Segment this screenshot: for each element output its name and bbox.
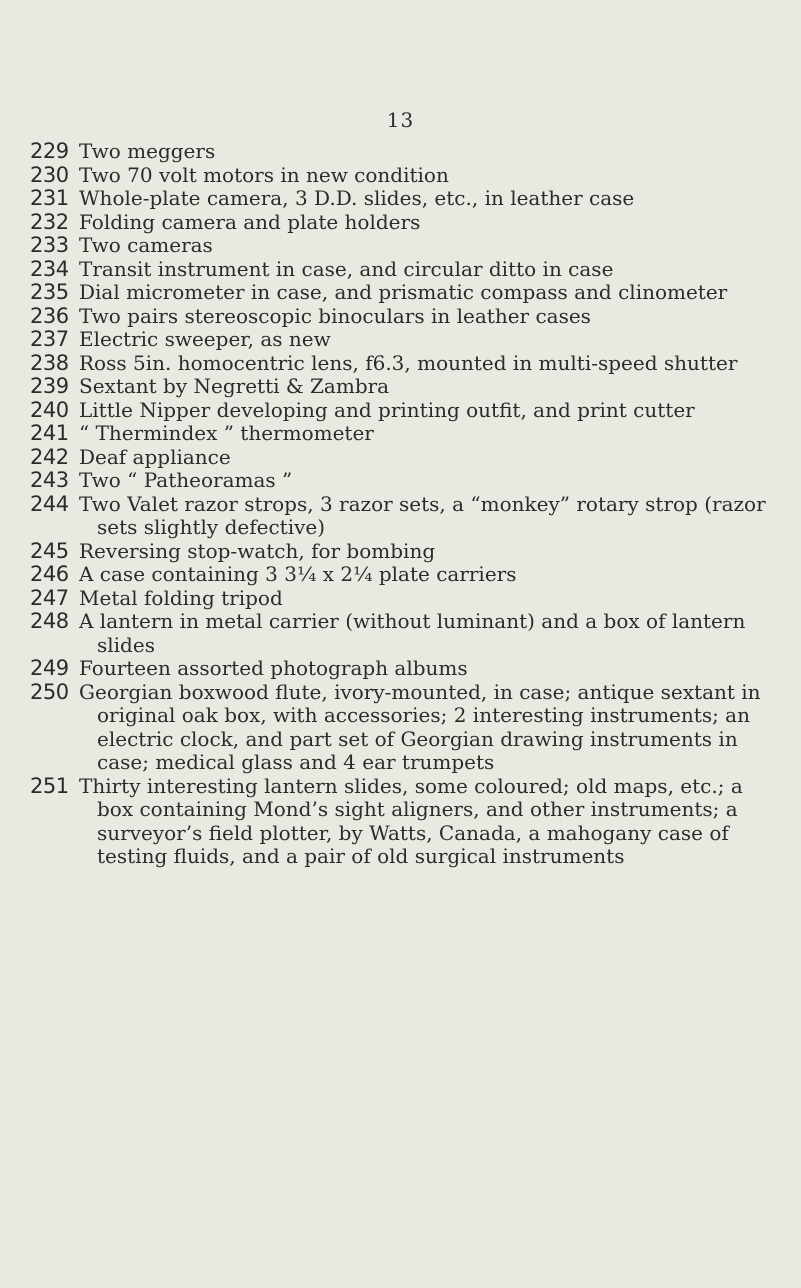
lot-description: Georgian boxwood flute, ivory-mounted, in case; antique sextant in original oak box, with accessories; 2 interesting instruments; an electric clock, and part set of Georgian drawing instruments in case; medical glass and 4 ear trumpets [79,679,761,774]
lot-number: 241 [30,421,69,445]
lot-entry [30,187,780,211]
lot-list [30,140,780,869]
lot-description: Two “ Patheoramas ” [79,468,293,492]
lot-number: 235 [30,280,69,304]
lot-number: 247 [30,585,69,610]
lot-number: 240 [30,397,69,422]
lot-entry [30,305,780,329]
lot-entry [30,164,780,188]
lot-number: 229 [30,139,69,163]
lot-number: 232 [30,209,69,234]
lot-number: 239 [30,374,69,398]
lot-entry [30,493,780,540]
lot-entry [30,422,780,446]
lot-number: 231 [30,186,69,210]
lot-description: Two meggers [79,139,216,163]
lot-entry [30,446,780,470]
lot-entry [30,328,780,352]
lot-entry [30,540,780,564]
lot-number: 243 [30,468,69,492]
lot-description: Reversing stop-watch, for bombing [79,538,436,563]
lot-number: 244 [30,491,69,516]
lot-entry [30,657,780,681]
lot-entry [30,610,780,657]
page-number: 13 [386,108,415,132]
lot-number: 245 [30,538,69,563]
lot-number: 246 [30,562,69,586]
lot-entry [30,140,780,164]
lot-description: A case containing 3 3¼ x 2¼ plate carriers [79,562,517,586]
lot-entry [30,375,780,399]
lot-number: 230 [30,162,69,187]
lot-description: Two Valet razor strops, 3 razor sets, a “monkey” rotary strop (razor sets slightly defective) [79,491,766,539]
lot-number: 234 [30,256,69,281]
lot-number: 238 [30,350,69,375]
lot-description: Sextant by Negretti & Zambra [79,374,390,398]
lot-description: “ Thermindex ” thermometer [79,421,374,445]
lot-number: 242 [30,444,69,469]
lot-entry [30,587,780,611]
lot-description: Dial micrometer in case, and prismatic compass and clinometer [79,280,728,304]
lot-number: 237 [30,327,69,351]
lot-description: Deaf appliance [79,444,231,469]
lot-description: Ross 5in. homocentric lens, f6.3, mounted in multi-speed shutter [79,350,738,375]
lot-description: Little Nipper developing and printing outfit, and print cutter [79,397,695,422]
lot-description: Two 70 volt motors in new condition [79,162,449,187]
lot-description: Two cameras [79,233,213,257]
lot-number: 250 [30,679,69,704]
lot-number: 249 [30,656,69,680]
lot-description: Folding camera and plate holders [79,209,421,234]
lot-entry [30,352,780,376]
lot-entry [30,775,780,869]
lot-description: Whole-plate camera, 3 D.D. slides, etc., in leather case [79,186,635,210]
lot-description: Thirty interesting lantern slides, some coloured; old maps, etc.; a box containing Mond’s sight aligners, and other instruments; a surveyor’s field plotter, by Watts, Canada, a mahogany case of testing fluids, and a pair of old surgical instruments [79,773,743,868]
lot-entry [30,281,780,305]
lot-description: Metal folding tripod [79,585,283,610]
lot-number: 236 [30,303,69,328]
lot-entry [30,563,780,587]
lot-entry [30,211,780,235]
lot-number: 251 [30,773,69,798]
lot-entry [30,234,780,258]
lot-description: Transit instrument in case, and circular ditto in case [79,256,614,281]
lot-entry [30,681,780,775]
lot-description: Electric sweeper, as new [79,327,331,351]
lot-description: Two pairs stereoscopic binoculars in leather cases [79,303,591,328]
lot-entry [30,469,780,493]
lot-entry [30,399,780,423]
lot-description: A lantern in metal carrier (without luminant) and a box of lantern slides [79,609,746,657]
lot-number: 233 [30,233,69,257]
lot-number: 248 [30,609,69,633]
lot-description: Fourteen assorted photograph albums [79,656,468,680]
lot-entry [30,258,780,282]
